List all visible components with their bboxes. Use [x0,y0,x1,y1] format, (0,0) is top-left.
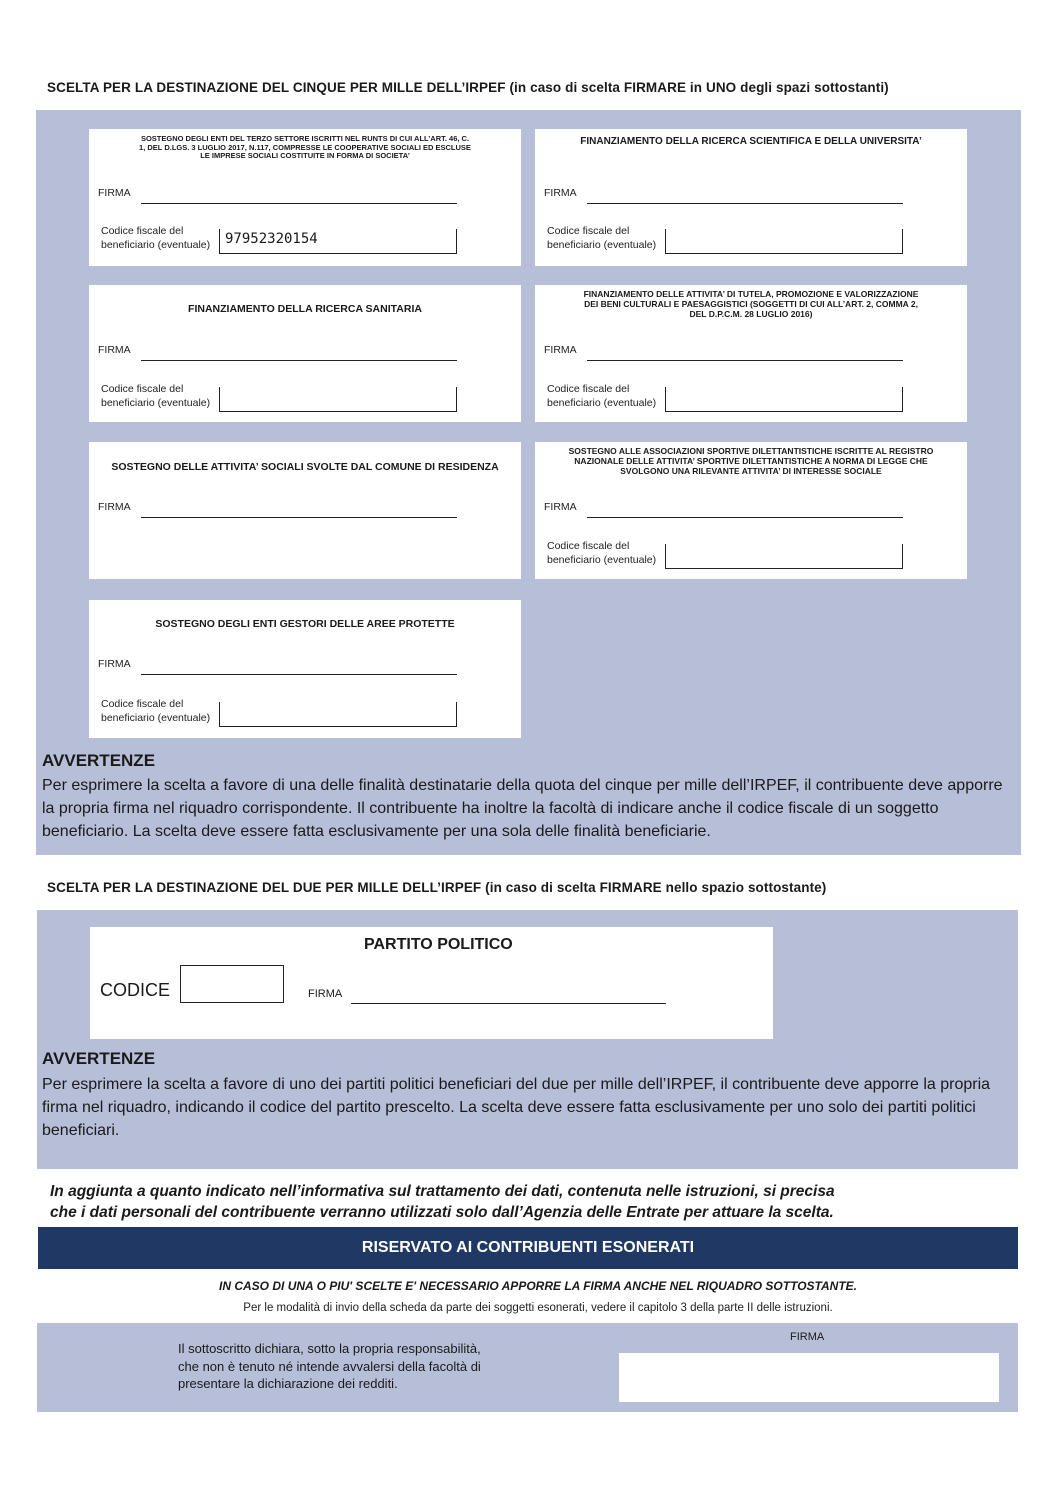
box-beni-culturali [535,285,967,422]
firma-signature-line[interactable] [141,203,457,204]
codice-fiscale-field[interactable] [665,387,903,412]
due-avvertenze-title: AVVERTENZE [42,1049,156,1068]
cinque-avvertenze-text: Per esprimere la scelta a favore di una delle finalità destinatarie della quota del cinque per mille dell’IRPEF, il contribuente deve apporre la propria firma nel riquadro corrispondente. Il contribuente ha inoltre la facoltà di indicare anche il codice fiscale di un soggetto beneficiario. La scelta deve essere fatta esclusivamente per una sola delle finalità beneficiarie. [42,777,1003,840]
box-comune-residenza [89,442,521,579]
firma-label: FIRMA [98,344,131,356]
privacy-notice-line: In aggiunta a quanto indicato nell’informativa sul trattamento dei dati, contenuta nelle istruzioni, si precisa [50,1183,835,1200]
firma-label: FIRMA [98,187,131,199]
cf-label: Codice fiscale del beneficiario (eventuale) [547,540,657,567]
box-title: SOSTEGNO DELLE ATTIVITA’ SOCIALI SVOLTE DAL COMUNE DI RESIDENZA [111,461,499,473]
privacy-notice-line: che i dati personali del contribuente verranno utilizzati solo dall’Agenzia delle Entrate per attuare la scelta. [50,1204,834,1221]
codice-partito-field[interactable] [180,965,284,1003]
codice-fiscale-field[interactable] [665,229,903,254]
firma-signature-line[interactable] [587,517,903,518]
box-title: SOSTEGNO DEGLI ENTI DEL TERZO SETTORE ISCRITTI NEL RUNTS DI CUI ALL’ART. 46, C. 1, DEL D.LGS. 3 LUGLIO 2017, N.117, COMPRESSE LE COOPERATIVE SOCIALI ED ESCLUSE LE IMPRESE SOCIALI COSTITUITE IN FORMA DI SOCIETA’ [139,134,471,161]
esonerati-note: Per le modalità di invio della scheda da parte dei soggetti esonerati, vedere il capitolo 3 della parte II delle istruzioni. [243,1302,833,1314]
cf-label: Codice fiscale del beneficiario (eventuale) [547,225,657,252]
cinque-heading: SCELTA PER LA DESTINAZIONE DEL CINQUE PER MILLE DELL’IRPEF (in caso di scelta FIRMARE in UNO degli spazi sottostanti) [47,80,889,95]
cf-label: Codice fiscale del beneficiario (eventuale) [101,698,211,725]
codice-fiscale-field[interactable] [665,544,903,569]
firma-signature-line[interactable] [351,1003,666,1004]
cf-label: Codice fiscale del beneficiario (eventuale) [101,225,211,252]
esonerati-warning: IN CASO DI UNA O PIU' SCELTE E' NECESSARIO APPORRE LA FIRMA ANCHE NEL RIQUADRO SOTTOSTANTE. [219,1279,857,1293]
firma-signature-line[interactable] [141,517,457,518]
due-avvertenze-text: Per esprimere la scelta a favore di uno dei partiti politici beneficiari del due per mille dell’IRPEF, il contribuente deve apporre la propria firma nel riquadro, indicando il codice del partito prescelto. La scelta deve essere fatta esclusivamente per uno solo dei partiti politici beneficiari. [42,1076,991,1139]
firma-label: FIRMA [98,658,131,670]
firma-label: FIRMA [308,988,343,1000]
esonerati-banner: RISERVATO AI CONTRIBUENTI ESONERATI [38,1227,1018,1269]
box-ricerca-sanitaria [89,285,521,422]
declaration-line: Il sottoscritto dichiara, sotto la propria responsabilità, [178,1341,481,1356]
codice-label: CODICE [100,980,171,1000]
esonerati-firma-label: FIRMA [790,1331,825,1343]
esonerati-firma-field[interactable] [619,1353,999,1402]
box-title: SOSTEGNO DEGLI ENTI GESTORI DELLE AREE PROTETTE [155,618,455,630]
box-title: FINANZIAMENTO DELLA RICERCA SANITARIA [188,303,422,315]
privacy-notice [50,1181,835,1223]
box-title: FINANZIAMENTO DELLA RICERCA SCIENTIFICA E DELLA UNIVERSITA’ [580,136,922,147]
declaration-line: che non è tenuto né intende avvalersi della facoltà di [178,1358,481,1374]
codice-fiscale-field[interactable] [219,387,457,412]
box-partito-politico [90,927,773,1039]
firma-label: FIRMA [544,187,577,199]
cinque-avvertenze-title: AVVERTENZE [42,751,156,770]
cf-label: Codice fiscale del beneficiario (eventuale) [101,383,211,410]
cf-label: Codice fiscale del beneficiario (eventuale) [547,383,657,410]
due-heading: SCELTA PER LA DESTINAZIONE DEL DUE PER MILLE DELL’IRPEF (in caso di scelta FIRMARE nello spazio sottostante) [47,880,827,895]
box-associazioni-sportive [535,442,967,579]
box-aree-protette [89,600,521,738]
firma-signature-line[interactable] [587,203,903,204]
box-title: SOSTEGNO ALLE ASSOCIAZIONI SPORTIVE DILETTANTISTICHE ISCRITTE AL REGISTRO NAZIONALE DELLE ATTIVITA’ SPORTIVE DILETTANTISTICHE A NORMA DI LEGGE CHE SVOLGONO UNA RILEVANTE ATTIVITA’ DI INTERESSE SOCIALE [568,446,934,476]
box-terzo-settore [89,129,521,266]
firma-signature-line[interactable] [587,360,903,361]
firma-label: FIRMA [98,501,131,513]
esonerati-declaration [178,1340,481,1393]
firma-signature-line[interactable] [141,674,457,675]
partito-title: PARTITO POLITICO [364,936,513,953]
box-title: FINANZIAMENTO DELLE ATTIVITA’ DI TUTELA, PROMOZIONE E VALORIZZAZIONE DEI BENI CULTURALI E PAESAGGISTICI (SOGGETTI DI CUI ALL’ART. 2, COMMA 2, DEL D.P.C.M. 28 LUGLIO 2016) [583,289,919,319]
codice-fiscale-field[interactable]: 97952320154 [219,229,457,254]
firma-signature-line[interactable] [141,360,457,361]
firma-label: FIRMA [544,344,577,356]
box-ricerca-scientifica [535,129,967,266]
codice-fiscale-field[interactable] [219,702,457,727]
firma-label: FIRMA [544,501,577,513]
declaration-line: presentare la dichiarazione dei redditi. [178,1376,398,1391]
